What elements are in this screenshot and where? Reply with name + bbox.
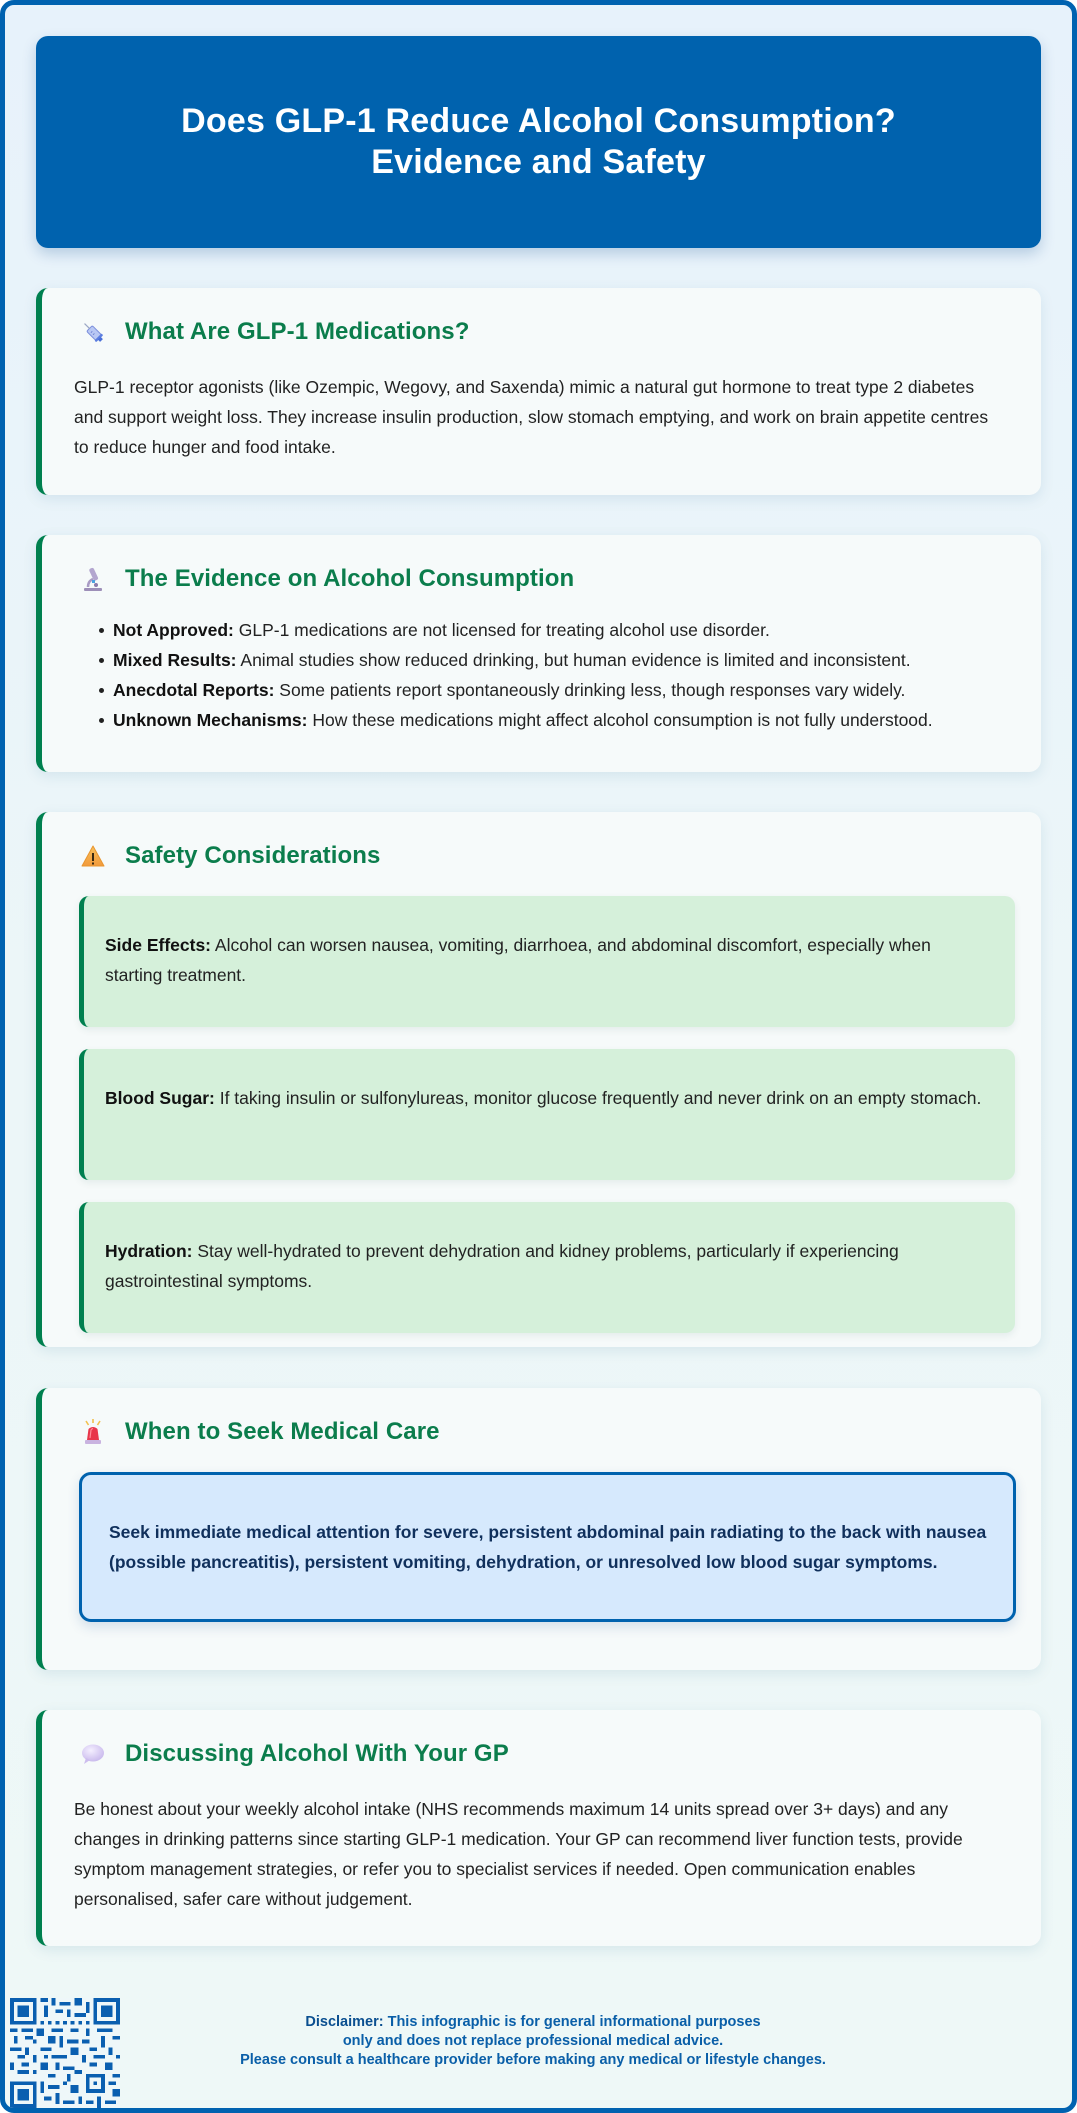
item-text: How these medications might affect alcohol consumption is not fully understood. — [307, 710, 933, 730]
item-text: Animal studies show reduced drinking, but human evidence is limited and inconsistent. — [236, 650, 911, 670]
safety-card-blood-sugar — [79, 1049, 1015, 1180]
item-label: Side Effects: — [105, 935, 211, 955]
evidence-list — [74, 615, 1007, 735]
list-item — [99, 675, 1007, 705]
section-heading — [74, 1736, 1007, 1772]
disclaimer-line3: Please consult a healthcare provider before making any medical or lifestyle changes. — [240, 2052, 826, 2068]
section-title: Safety Considerations — [125, 842, 381, 869]
qr-code-icon[interactable] — [10, 1998, 120, 2108]
section-safety — [36, 812, 1041, 1347]
list-item — [99, 705, 1007, 735]
disclaimer-line2: only and does not replace professional medical advice. — [342, 2033, 724, 2049]
section-title: Discussing Alcohol With Your GP — [125, 1740, 509, 1767]
item-label: Unknown Mechanisms: — [113, 710, 308, 730]
safety-card-side-effects — [79, 896, 1015, 1027]
syringe-icon — [79, 318, 107, 346]
item-text: If taking insulin or sulfonylureas, monitor glucose frequently and never drink on an empty stomach. — [214, 1088, 982, 1108]
disclaimer-text — [165, 2013, 901, 2070]
warning-icon — [79, 842, 107, 870]
section-discuss-gp — [36, 1710, 1041, 1946]
list-item — [99, 615, 1007, 645]
section-heading — [74, 1414, 1007, 1450]
item-label: Hydration: — [105, 1241, 193, 1261]
footer — [5, 1990, 1072, 2113]
item-text: Some patients report spontaneously drinking less, though responses vary widely. — [274, 680, 906, 700]
safety-items — [79, 896, 1007, 1333]
section-what-are-glp1 — [36, 288, 1041, 495]
section-evidence — [36, 535, 1041, 772]
section-body-text: GLP-1 receptor agonists (like Ozempic, Wegovy, and Saxenda) mimic a natural gut hormone to treat type 2 diabetes and support weight loss. They increase insulin production, slow stomach emptying, and work on brain appetite centres to reduce hunger and food intake. — [74, 377, 989, 457]
item-text: GLP-1 medications are not licensed for treating alcohol use disorder. — [233, 620, 770, 640]
item-text: Alcohol can worsen nausea, vomiting, diarrhoea, and abdominal discomfort, especially when starting treatment. — [105, 935, 931, 985]
section-heading — [74, 314, 1007, 350]
list-item — [99, 645, 1007, 675]
section-body-text: Be honest about your weekly alcohol intake (NHS recommends maximum 14 units spread over 3+ days) and any changes in drinking patterns since starting GLP-1 medication. Your GP can recommend liver function tests, provide symptom management strategies, or refer you to specialist services if needed. Open communication enables personalised, safer care without judgement. — [74, 1799, 963, 1909]
item-text: Stay well-hydrated to prevent dehydration and kidney problems, particularly if experiencing gastrointestinal symptoms. — [105, 1241, 899, 1291]
header-banner — [36, 36, 1041, 248]
section-seek-care — [36, 1388, 1041, 1670]
section-heading — [74, 838, 1007, 874]
page-title-line2: Evidence and Safety — [371, 143, 706, 181]
section-heading — [74, 561, 1007, 597]
microscope-icon — [79, 565, 107, 593]
disclaimer-label: Disclaimer: — [305, 2014, 384, 2030]
item-label: Not Approved: — [113, 620, 234, 640]
urgent-care-alert: Seek immediate medical attention for severe, persistent abdominal pain radiating to the back with nausea (possible pancreatitis), persistent vomiting, dehydration, or unresolved low blood sugar symptoms. — [79, 1472, 1016, 1622]
page-title-line1: Does GLP-1 Reduce Alcohol Consumption? — [181, 102, 896, 140]
section-title: The Evidence on Alcohol Consumption — [125, 565, 575, 592]
safety-card-hydration — [79, 1202, 1015, 1333]
item-label: Blood Sugar: — [105, 1088, 215, 1108]
page-title — [181, 101, 896, 183]
item-label: Anecdotal Reports: — [113, 680, 275, 700]
section-title: When to Seek Medical Care — [125, 1418, 440, 1445]
section-title: What Are GLP-1 Medications? — [125, 318, 470, 345]
disclaimer-line1: This infographic is for general informational purposes — [383, 2014, 761, 2030]
siren-icon — [79, 1418, 107, 1446]
item-label: Mixed Results: — [113, 650, 237, 670]
speech-bubble-icon — [79, 1740, 107, 1768]
